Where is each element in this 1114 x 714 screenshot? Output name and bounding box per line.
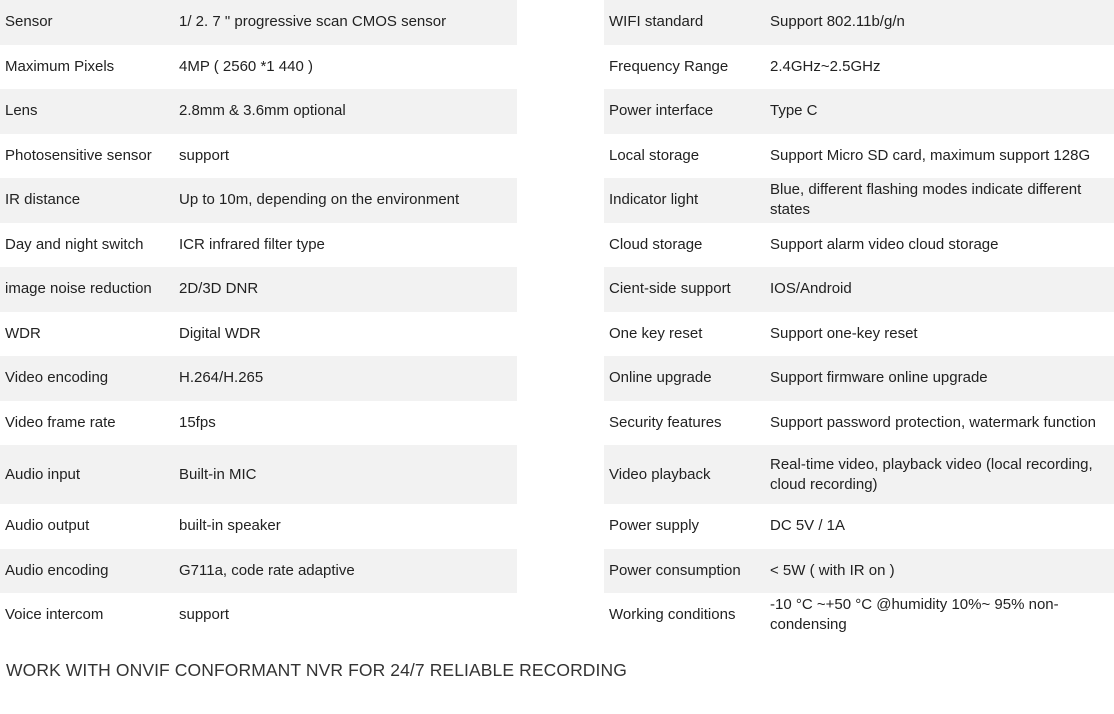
left-spec-rows	[0, 0, 517, 638]
spec-row-photosensitive-sensor	[0, 134, 517, 179]
spec-value: G711a, code rate adaptive	[174, 549, 517, 594]
spec-label: Cient-side support	[604, 267, 765, 312]
spec-label: Local storage	[609, 146, 700, 164]
spec-row-wdr	[0, 312, 517, 357]
spec-value: DC 5V / 1A	[770, 517, 846, 535]
spec-label: WDR	[5, 324, 41, 342]
spec-row-audio-encoding	[0, 549, 517, 594]
spec-value: Support Micro SD card, maximum support 128G	[770, 146, 1091, 164]
spec-row-client-side-support	[604, 267, 1114, 312]
spec-row-working-conditions	[604, 593, 1114, 638]
spec-value: Type C	[765, 89, 1114, 134]
spec-label: Power supply	[609, 517, 700, 535]
spec-row-frequency-range	[604, 45, 1114, 90]
spec-row-online-upgrade	[604, 356, 1114, 401]
spec-value: Digital WDR	[179, 324, 261, 342]
spec-label: Working conditions	[609, 606, 736, 624]
spec-row-ir-distance	[0, 178, 517, 223]
spec-label: Audio encoding	[0, 549, 174, 594]
spec-label: IR distance	[0, 178, 174, 223]
spec-label: image noise reduction	[0, 267, 174, 312]
spec-value: Support password protection, watermark function	[770, 413, 1096, 431]
spec-row-video-frame-rate	[0, 401, 517, 446]
spec-value: Built-in MIC	[174, 445, 517, 504]
spec-row-security-features	[604, 401, 1114, 446]
spec-value: IOS/Android	[765, 267, 1114, 312]
spec-value: 2.8mm & 3.6mm optional	[174, 89, 517, 134]
spec-value: Support alarm video cloud storage	[770, 235, 999, 253]
spec-label: Frequency Range	[609, 57, 729, 75]
spec-row-local-storage	[604, 134, 1114, 179]
spec-row-video-encoding	[0, 356, 517, 401]
spec-row-lens	[0, 89, 517, 134]
spec-value: Support one-key reset	[770, 324, 918, 342]
spec-value: -10 °C ~+50 °C @humidity 10%~ 95% non-condensing	[770, 596, 1059, 634]
spec-row-maximum-pixels	[0, 45, 517, 90]
spec-label: Sensor	[0, 0, 174, 45]
spec-row-indicator-light	[604, 178, 1114, 223]
spec-value: < 5W ( with IR on )	[765, 549, 1114, 594]
spec-value: built-in speaker	[179, 517, 281, 535]
spec-label: Maximum Pixels	[5, 57, 115, 75]
spec-row-audio-input	[0, 445, 517, 504]
spec-value: support	[179, 146, 230, 164]
spec-value: 15fps	[179, 413, 216, 431]
spec-row-cloud-storage	[604, 223, 1114, 268]
spec-value: 2.4GHz~2.5GHz	[770, 57, 881, 75]
spec-row-video-playback	[604, 445, 1114, 504]
spec-label: Indicator light	[604, 178, 765, 223]
spec-row-one-key-reset	[604, 312, 1114, 357]
spec-row-noise-reduction	[0, 267, 517, 312]
spec-label: Video frame rate	[5, 413, 116, 431]
spec-row-power-interface	[604, 89, 1114, 134]
spec-row-day-night-switch	[0, 223, 517, 268]
spec-label: Voice intercom	[5, 606, 104, 624]
spec-row-power-consumption	[604, 549, 1114, 594]
right-spec-rows	[604, 0, 1114, 638]
spec-label: Video playback	[604, 445, 765, 504]
spec-value: support	[179, 606, 230, 624]
spec-value: Up to 10m, depending on the environment	[174, 178, 517, 223]
spec-value: 2D/3D DNR	[174, 267, 517, 312]
spec-label: Online upgrade	[604, 356, 765, 401]
spec-value: 1/ 2. 7 " progressive scan CMOS sensor	[174, 0, 517, 45]
right-spec-table	[604, 0, 1114, 638]
spec-row-wifi-standard	[604, 0, 1114, 45]
spec-label: Audio input	[0, 445, 174, 504]
spec-value: H.264/H.265	[174, 356, 517, 401]
spec-value: Blue, different flashing modes indicate different states	[765, 178, 1114, 223]
spec-label: Power interface	[604, 89, 765, 134]
footer-tagline: WORK WITH ONVIF CONFORMANT NVR FOR 24/7 RELIABLE RECORDING	[6, 660, 627, 680]
spec-label: Photosensitive sensor	[5, 146, 152, 164]
spec-value: Support firmware online upgrade	[765, 356, 1114, 401]
spec-label: Lens	[0, 89, 174, 134]
spec-row-sensor	[0, 0, 517, 45]
spec-label: Audio output	[5, 517, 90, 535]
spec-label: Cloud storage	[609, 235, 703, 253]
spec-value: ICR infrared filter type	[179, 235, 325, 253]
spec-label: Video encoding	[0, 356, 174, 401]
left-spec-table	[0, 0, 517, 638]
spec-label: Power consumption	[604, 549, 765, 594]
spec-label: One key reset	[609, 324, 703, 342]
spec-label: Day and night switch	[5, 235, 144, 253]
spec-value: 4MP ( 2560 *1 440 )	[179, 57, 313, 75]
spec-label: Security features	[609, 413, 722, 431]
spec-value: Real-time video, playback video (local recording, cloud recording)	[765, 445, 1114, 504]
spec-row-voice-intercom	[0, 593, 517, 638]
spec-row-audio-output	[0, 504, 517, 549]
spec-value: Support 802.11b/g/n	[765, 0, 1114, 45]
spec-label: WIFI standard	[604, 0, 765, 45]
spec-row-power-supply	[604, 504, 1114, 549]
